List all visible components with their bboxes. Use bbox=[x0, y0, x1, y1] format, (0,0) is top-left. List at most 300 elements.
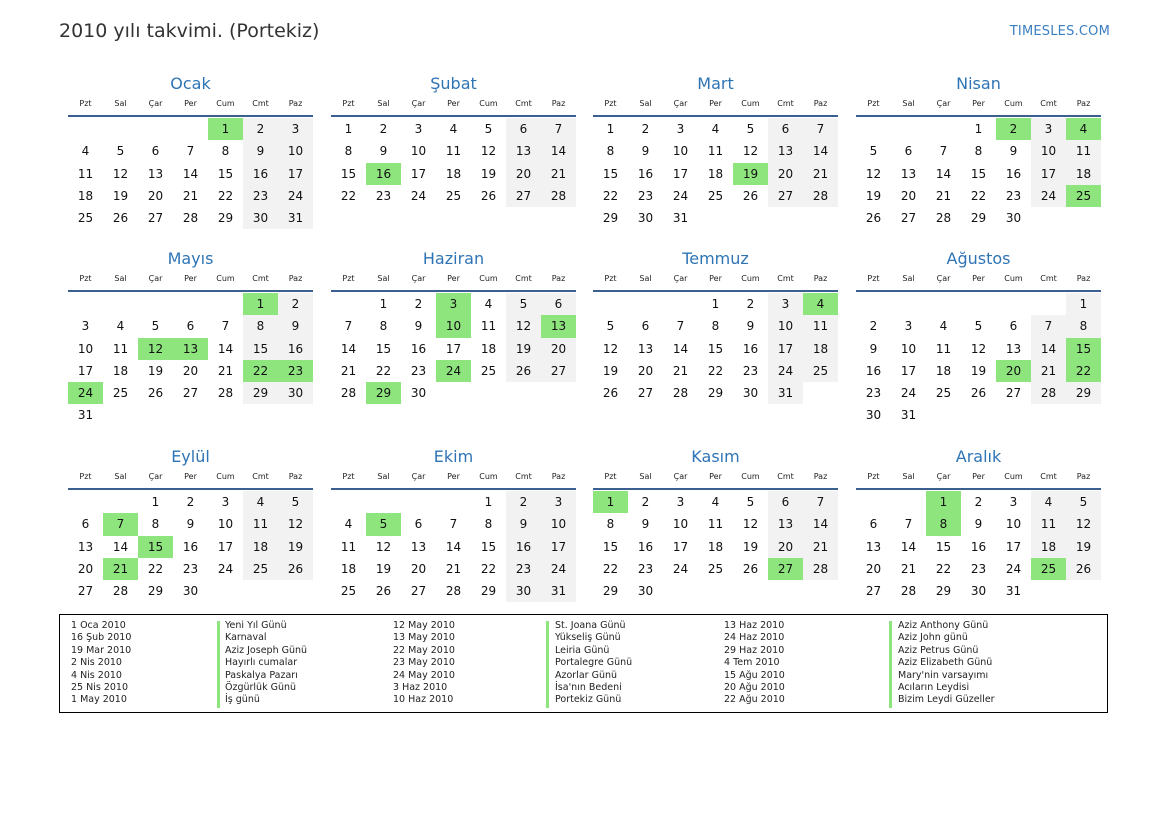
holiday-name: Acıların Leydisi bbox=[898, 682, 970, 694]
weekday-label: Çar bbox=[148, 472, 163, 481]
day-cell-holiday: 2 bbox=[996, 118, 1031, 140]
day-cell: 1 bbox=[151, 495, 160, 509]
day-cell: 3 bbox=[768, 293, 803, 315]
day-empty bbox=[103, 491, 138, 513]
holiday-date: 24 Haz 2010 bbox=[724, 632, 785, 644]
day-grid bbox=[68, 118, 313, 229]
day-cell: 2 bbox=[974, 495, 983, 509]
weekday-label: Cum bbox=[216, 99, 235, 108]
day-cell: 14 bbox=[935, 166, 952, 181]
day-cell: 27 bbox=[865, 584, 882, 599]
weekday-label: Paz bbox=[1076, 274, 1091, 283]
day-cell: 29 bbox=[243, 382, 278, 404]
day-cell: 16 bbox=[637, 539, 654, 554]
day-empty bbox=[366, 491, 401, 513]
day-cell: 30 bbox=[865, 408, 882, 423]
day-empty bbox=[331, 491, 366, 513]
day-cell: 9 bbox=[641, 144, 650, 159]
weekday-label: Per bbox=[184, 274, 197, 283]
weekday-label: Sal bbox=[114, 99, 127, 108]
day-cell: 29 bbox=[970, 211, 987, 226]
day-empty bbox=[996, 293, 1031, 315]
day-cell: 21 bbox=[935, 188, 952, 203]
day-cell: 6 bbox=[768, 491, 803, 513]
day-cell: 4 bbox=[484, 297, 493, 311]
month-block bbox=[68, 73, 313, 229]
weekday-label: Sal bbox=[377, 99, 390, 108]
day-cell: 11 bbox=[935, 341, 952, 356]
day-cell: 2 bbox=[641, 122, 650, 136]
day-cell: 14 bbox=[541, 140, 576, 162]
weekday-header bbox=[593, 272, 838, 292]
weekday-label: Pzt bbox=[79, 99, 92, 108]
day-cell: 31 bbox=[278, 207, 313, 229]
day-cell: 4 bbox=[711, 495, 720, 509]
day-empty bbox=[856, 118, 891, 140]
day-cell: 17 bbox=[768, 338, 803, 360]
day-cell: 28 bbox=[672, 386, 689, 401]
weekday-label: Cum bbox=[741, 274, 760, 283]
day-cell: 30 bbox=[506, 580, 541, 602]
day-grid bbox=[593, 293, 838, 404]
day-cell: 12 bbox=[506, 315, 541, 337]
day-empty bbox=[68, 293, 103, 315]
holiday-name: Paskalya Pazarı bbox=[225, 669, 298, 681]
day-cell: 27 bbox=[506, 185, 541, 207]
holiday-date: 19 Mar 2010 bbox=[71, 644, 132, 656]
day-cell: 17 bbox=[672, 166, 689, 181]
day-cell: 7 bbox=[803, 491, 838, 513]
weekday-header bbox=[68, 97, 313, 117]
day-cell: 21 bbox=[541, 163, 576, 185]
weekday-label: Per bbox=[972, 99, 985, 108]
day-cell: 3 bbox=[414, 122, 423, 136]
day-cell: 7 bbox=[221, 319, 230, 334]
day-cell: 9 bbox=[746, 319, 755, 334]
holiday-date: 10 Haz 2010 bbox=[393, 694, 454, 706]
day-cell: 12 bbox=[1066, 513, 1101, 535]
day-cell: 6 bbox=[1009, 319, 1018, 334]
day-cell: 9 bbox=[641, 517, 650, 532]
day-cell: 20 bbox=[506, 163, 541, 185]
day-cell: 20 bbox=[182, 363, 199, 378]
day-cell: 20 bbox=[768, 163, 803, 185]
holiday-name-column bbox=[898, 620, 995, 707]
holiday-name: St. Joana Günü bbox=[555, 620, 626, 631]
day-cell: 28 bbox=[803, 558, 838, 580]
weekday-label: Pzt bbox=[604, 274, 617, 283]
day-cell: 30 bbox=[243, 207, 278, 229]
day-cell: 7 bbox=[541, 118, 576, 140]
site-link[interactable]: TIMESLES.COM bbox=[1009, 24, 1110, 39]
holiday-date: 13 Haz 2010 bbox=[724, 620, 785, 631]
day-cell: 2 bbox=[379, 122, 388, 136]
day-empty bbox=[401, 491, 436, 513]
day-cell-holiday: 20 bbox=[996, 360, 1031, 382]
day-cell: 19 bbox=[742, 539, 759, 554]
day-cell: 15 bbox=[935, 539, 952, 554]
day-grid bbox=[331, 293, 576, 404]
weekday-label: Sal bbox=[639, 99, 652, 108]
weekday-header bbox=[68, 470, 313, 490]
day-cell: 7 bbox=[449, 517, 458, 532]
day-cell: 19 bbox=[480, 166, 497, 181]
day-cell: 10 bbox=[1005, 517, 1022, 532]
day-grid bbox=[593, 118, 838, 229]
day-cell: 2 bbox=[641, 495, 650, 509]
day-cell: 30 bbox=[742, 386, 759, 401]
day-cell-holiday: 22 bbox=[1066, 360, 1101, 382]
day-cell: 11 bbox=[1066, 140, 1101, 162]
holiday-date: 20 Ağu 2010 bbox=[724, 682, 785, 694]
day-cell: 14 bbox=[445, 539, 462, 554]
day-cell: 8 bbox=[711, 319, 720, 334]
day-cell: 16 bbox=[182, 539, 199, 554]
weekday-label: Cum bbox=[216, 472, 235, 481]
day-cell: 22 bbox=[217, 188, 234, 203]
weekday-label: Cmt bbox=[252, 99, 269, 108]
weekday-label: Paz bbox=[1076, 99, 1091, 108]
day-cell: 3 bbox=[221, 495, 230, 509]
day-cell: 25 bbox=[77, 211, 94, 226]
day-cell: 26 bbox=[480, 188, 497, 203]
day-cell: 30 bbox=[637, 584, 654, 599]
holiday-name: Aziz John günü bbox=[898, 632, 968, 644]
day-cell: 15 bbox=[602, 539, 619, 554]
day-cell: 30 bbox=[410, 386, 427, 401]
month-name: Aralık bbox=[955, 447, 1002, 466]
day-cell: 4 bbox=[81, 144, 90, 159]
day-empty bbox=[891, 293, 926, 315]
weekday-label: Sal bbox=[639, 274, 652, 283]
day-cell: 15 bbox=[217, 166, 234, 181]
day-cell: 29 bbox=[602, 584, 619, 599]
day-cell: 24 bbox=[217, 561, 234, 576]
day-cell: 10 bbox=[410, 144, 427, 159]
weekday-label: Cmt bbox=[1040, 274, 1057, 283]
day-cell: 28 bbox=[112, 584, 129, 599]
day-cell-holiday: 1 bbox=[926, 491, 961, 513]
weekday-label: Çar bbox=[673, 274, 688, 283]
weekday-label: Sal bbox=[377, 274, 390, 283]
day-cell: 21 bbox=[340, 363, 357, 378]
day-empty bbox=[331, 293, 366, 315]
holiday-date: 1 Oca 2010 bbox=[71, 620, 126, 631]
day-cell: 25 bbox=[243, 558, 278, 580]
day-cell: 28 bbox=[541, 185, 576, 207]
day-cell: 18 bbox=[243, 536, 278, 558]
day-empty bbox=[891, 118, 926, 140]
day-cell: 12 bbox=[865, 166, 882, 181]
holiday-date: 16 Şub 2010 bbox=[71, 632, 132, 644]
day-cell: 22 bbox=[602, 561, 619, 576]
day-cell: 3 bbox=[81, 319, 90, 334]
weekday-label: Per bbox=[972, 274, 985, 283]
weekday-header bbox=[331, 272, 576, 292]
day-grid bbox=[68, 491, 313, 602]
day-cell: 23 bbox=[410, 363, 427, 378]
day-cell-holiday: 21 bbox=[103, 558, 138, 580]
day-cell: 25 bbox=[803, 360, 838, 382]
day-cell: 22 bbox=[340, 188, 357, 203]
day-cell: 30 bbox=[1005, 211, 1022, 226]
day-cell: 9 bbox=[379, 144, 388, 159]
day-cell: 28 bbox=[1031, 382, 1066, 404]
day-empty bbox=[891, 491, 926, 513]
day-empty bbox=[173, 293, 208, 315]
day-cell: 19 bbox=[278, 536, 313, 558]
day-cell: 21 bbox=[217, 363, 234, 378]
day-cell: 3 bbox=[676, 122, 685, 136]
weekday-label: Pzt bbox=[867, 472, 880, 481]
weekday-header bbox=[593, 97, 838, 117]
holiday-date: 15 Ağu 2010 bbox=[724, 669, 785, 681]
day-cell: 2 bbox=[746, 297, 755, 311]
day-cell: 13 bbox=[637, 341, 654, 356]
day-cell: 17 bbox=[900, 363, 917, 378]
holiday-name: Aziz Joseph Günü bbox=[225, 644, 308, 656]
day-cell: 19 bbox=[112, 188, 129, 203]
day-cell: 5 bbox=[506, 293, 541, 315]
day-cell: 6 bbox=[768, 118, 803, 140]
day-cell: 7 bbox=[344, 319, 353, 334]
day-cell: 12 bbox=[602, 341, 619, 356]
day-cell: 14 bbox=[182, 166, 199, 181]
day-cell-holiday: 15 bbox=[1066, 338, 1101, 360]
day-cell: 6 bbox=[506, 118, 541, 140]
weekday-label: Sal bbox=[114, 472, 127, 481]
month-block bbox=[856, 248, 1101, 427]
day-cell: 24 bbox=[278, 185, 313, 207]
day-cell: 9 bbox=[974, 517, 983, 532]
day-cell: 18 bbox=[1066, 163, 1101, 185]
day-cell: 31 bbox=[900, 408, 917, 423]
day-cell: 27 bbox=[77, 584, 94, 599]
weekday-label: Pzt bbox=[79, 274, 92, 283]
day-cell-holiday: 4 bbox=[803, 293, 838, 315]
day-cell: 21 bbox=[900, 561, 917, 576]
day-cell: 12 bbox=[375, 539, 392, 554]
holiday-date: 3 Haz 2010 bbox=[393, 682, 448, 694]
day-grid bbox=[856, 118, 1101, 229]
day-cell: 8 bbox=[606, 517, 615, 532]
day-cell: 26 bbox=[1066, 558, 1101, 580]
holiday-date: 12 May 2010 bbox=[393, 620, 455, 631]
holiday-name: İsa'nın Bedeni bbox=[555, 682, 622, 694]
holiday-name: Hayırlı cumalar bbox=[225, 657, 298, 669]
weekday-label: Çar bbox=[936, 99, 951, 108]
day-cell: 26 bbox=[375, 584, 392, 599]
day-cell: 28 bbox=[900, 584, 917, 599]
weekday-header bbox=[593, 470, 838, 490]
day-cell: 27 bbox=[1005, 386, 1022, 401]
day-cell-holiday: 5 bbox=[366, 513, 401, 535]
weekday-label: Cmt bbox=[515, 274, 532, 283]
day-cell: 18 bbox=[340, 561, 357, 576]
day-cell: 23 bbox=[182, 561, 199, 576]
day-cell: 7 bbox=[904, 517, 913, 532]
weekday-label: Paz bbox=[551, 274, 566, 283]
weekday-label: Cmt bbox=[252, 274, 269, 283]
day-cell: 8 bbox=[379, 319, 388, 334]
weekday-header bbox=[331, 97, 576, 117]
day-cell: 11 bbox=[77, 166, 94, 181]
day-cell-holiday: 12 bbox=[138, 338, 173, 360]
weekday-label: Per bbox=[447, 99, 460, 108]
day-cell: 6 bbox=[186, 319, 195, 334]
day-cell: 4 bbox=[711, 122, 720, 136]
day-cell: 16 bbox=[637, 166, 654, 181]
month-block bbox=[331, 446, 576, 602]
day-cell: 25 bbox=[480, 363, 497, 378]
month-block bbox=[856, 446, 1101, 602]
day-cell: 9 bbox=[278, 315, 313, 337]
weekday-label: Cum bbox=[216, 274, 235, 283]
month-block bbox=[856, 73, 1101, 229]
weekday-label: Per bbox=[184, 99, 197, 108]
day-cell: 13 bbox=[865, 539, 882, 554]
day-cell: 23 bbox=[637, 561, 654, 576]
day-cell: 12 bbox=[970, 341, 987, 356]
day-cell: 2 bbox=[414, 297, 423, 311]
day-cell: 24 bbox=[410, 188, 427, 203]
day-cell: 3 bbox=[541, 491, 576, 513]
day-cell: 3 bbox=[1031, 118, 1066, 140]
day-cell: 27 bbox=[541, 360, 576, 382]
day-cell: 13 bbox=[506, 140, 541, 162]
day-cell: 21 bbox=[1031, 360, 1066, 382]
weekday-label: Paz bbox=[813, 274, 828, 283]
day-empty bbox=[628, 293, 663, 315]
day-cell: 5 bbox=[116, 144, 125, 159]
holiday-date: 24 May 2010 bbox=[393, 669, 455, 681]
day-cell: 20 bbox=[77, 561, 94, 576]
day-cell-holiday: 4 bbox=[1066, 118, 1101, 140]
day-cell: 15 bbox=[707, 341, 724, 356]
weekday-label: Per bbox=[709, 99, 722, 108]
day-cell: 31 bbox=[77, 408, 94, 423]
day-cell-holiday: 23 bbox=[278, 360, 313, 382]
day-grid bbox=[856, 491, 1101, 602]
day-cell: 29 bbox=[217, 211, 234, 226]
weekday-label: Per bbox=[709, 274, 722, 283]
day-cell: 16 bbox=[970, 539, 987, 554]
holiday-name-column bbox=[225, 620, 307, 707]
holiday-date: 2 Nis 2010 bbox=[71, 657, 122, 669]
day-empty bbox=[138, 293, 173, 315]
day-cell: 8 bbox=[606, 144, 615, 159]
holiday-name: Yeni Yıl Günü bbox=[225, 620, 287, 631]
day-cell: 23 bbox=[243, 185, 278, 207]
weekday-label: Sal bbox=[902, 99, 915, 108]
weekday-label: Per bbox=[972, 472, 985, 481]
month-block bbox=[331, 73, 576, 207]
day-cell: 13 bbox=[77, 539, 94, 554]
weekday-label: Sal bbox=[114, 274, 127, 283]
holiday-date: 4 Tem 2010 bbox=[724, 657, 780, 669]
day-cell: 18 bbox=[935, 363, 952, 378]
day-cell: 17 bbox=[445, 341, 462, 356]
day-cell: 7 bbox=[803, 118, 838, 140]
day-cell: 23 bbox=[637, 188, 654, 203]
day-cell: 29 bbox=[1066, 382, 1101, 404]
holiday-date: 13 May 2010 bbox=[393, 632, 455, 644]
month-block bbox=[68, 446, 313, 602]
day-cell: 11 bbox=[112, 341, 129, 356]
page-title: 2010 yılı takvimi. (Portekiz) bbox=[59, 20, 320, 42]
day-cell: 6 bbox=[151, 144, 160, 159]
day-cell: 24 bbox=[1005, 561, 1022, 576]
day-cell: 16 bbox=[506, 536, 541, 558]
weekday-label: Pzt bbox=[867, 99, 880, 108]
weekday-label: Paz bbox=[813, 472, 828, 481]
day-cell: 23 bbox=[375, 188, 392, 203]
day-cell-holiday: 15 bbox=[138, 536, 173, 558]
day-cell: 17 bbox=[410, 166, 427, 181]
day-cell-holiday: 7 bbox=[103, 513, 138, 535]
day-cell: 27 bbox=[637, 386, 654, 401]
day-cell: 9 bbox=[869, 341, 878, 356]
day-cell: 31 bbox=[541, 580, 576, 602]
weekday-label: Paz bbox=[1076, 472, 1091, 481]
day-grid bbox=[331, 118, 576, 207]
day-cell: 3 bbox=[676, 495, 685, 509]
day-empty bbox=[103, 293, 138, 315]
day-cell: 11 bbox=[803, 315, 838, 337]
day-cell: 11 bbox=[480, 319, 497, 334]
day-cell: 12 bbox=[742, 144, 759, 159]
month-name: Ekim bbox=[433, 447, 474, 466]
day-cell: 20 bbox=[865, 561, 882, 576]
day-cell: 25 bbox=[935, 386, 952, 401]
day-cell-holiday: 24 bbox=[68, 382, 103, 404]
weekday-label: Çar bbox=[936, 472, 951, 481]
day-cell: 6 bbox=[904, 144, 913, 159]
day-cell: 11 bbox=[340, 539, 357, 554]
holiday-name: İş günü bbox=[225, 694, 260, 706]
day-cell: 23 bbox=[865, 386, 882, 401]
holiday-date: 4 Nis 2010 bbox=[71, 669, 122, 681]
day-cell: 18 bbox=[1031, 536, 1066, 558]
day-cell-holiday: 3 bbox=[436, 293, 471, 315]
day-cell: 9 bbox=[414, 319, 423, 334]
day-cell: 11 bbox=[707, 517, 724, 532]
day-cell: 27 bbox=[768, 185, 803, 207]
day-cell: 15 bbox=[602, 166, 619, 181]
day-cell: 10 bbox=[278, 140, 313, 162]
weekday-label: Pzt bbox=[342, 472, 355, 481]
day-cell: 8 bbox=[151, 517, 160, 532]
day-cell: 6 bbox=[414, 517, 423, 532]
day-cell: 4 bbox=[116, 319, 125, 334]
day-cell: 19 bbox=[602, 363, 619, 378]
day-cell: 5 bbox=[746, 495, 755, 509]
day-cell-holiday: 16 bbox=[366, 163, 401, 185]
day-cell: 18 bbox=[480, 341, 497, 356]
weekday-label: Cmt bbox=[1040, 99, 1057, 108]
day-cell: 20 bbox=[637, 363, 654, 378]
weekday-label: Paz bbox=[288, 472, 303, 481]
month-block bbox=[331, 248, 576, 404]
day-cell: 15 bbox=[375, 341, 392, 356]
day-cell: 1 bbox=[344, 122, 353, 136]
weekday-label: Cum bbox=[1004, 472, 1023, 481]
weekday-label: Çar bbox=[148, 274, 163, 283]
day-cell: 1 bbox=[606, 122, 615, 136]
day-cell: 17 bbox=[1005, 539, 1022, 554]
day-empty bbox=[593, 293, 628, 315]
day-cell: 5 bbox=[278, 491, 313, 513]
